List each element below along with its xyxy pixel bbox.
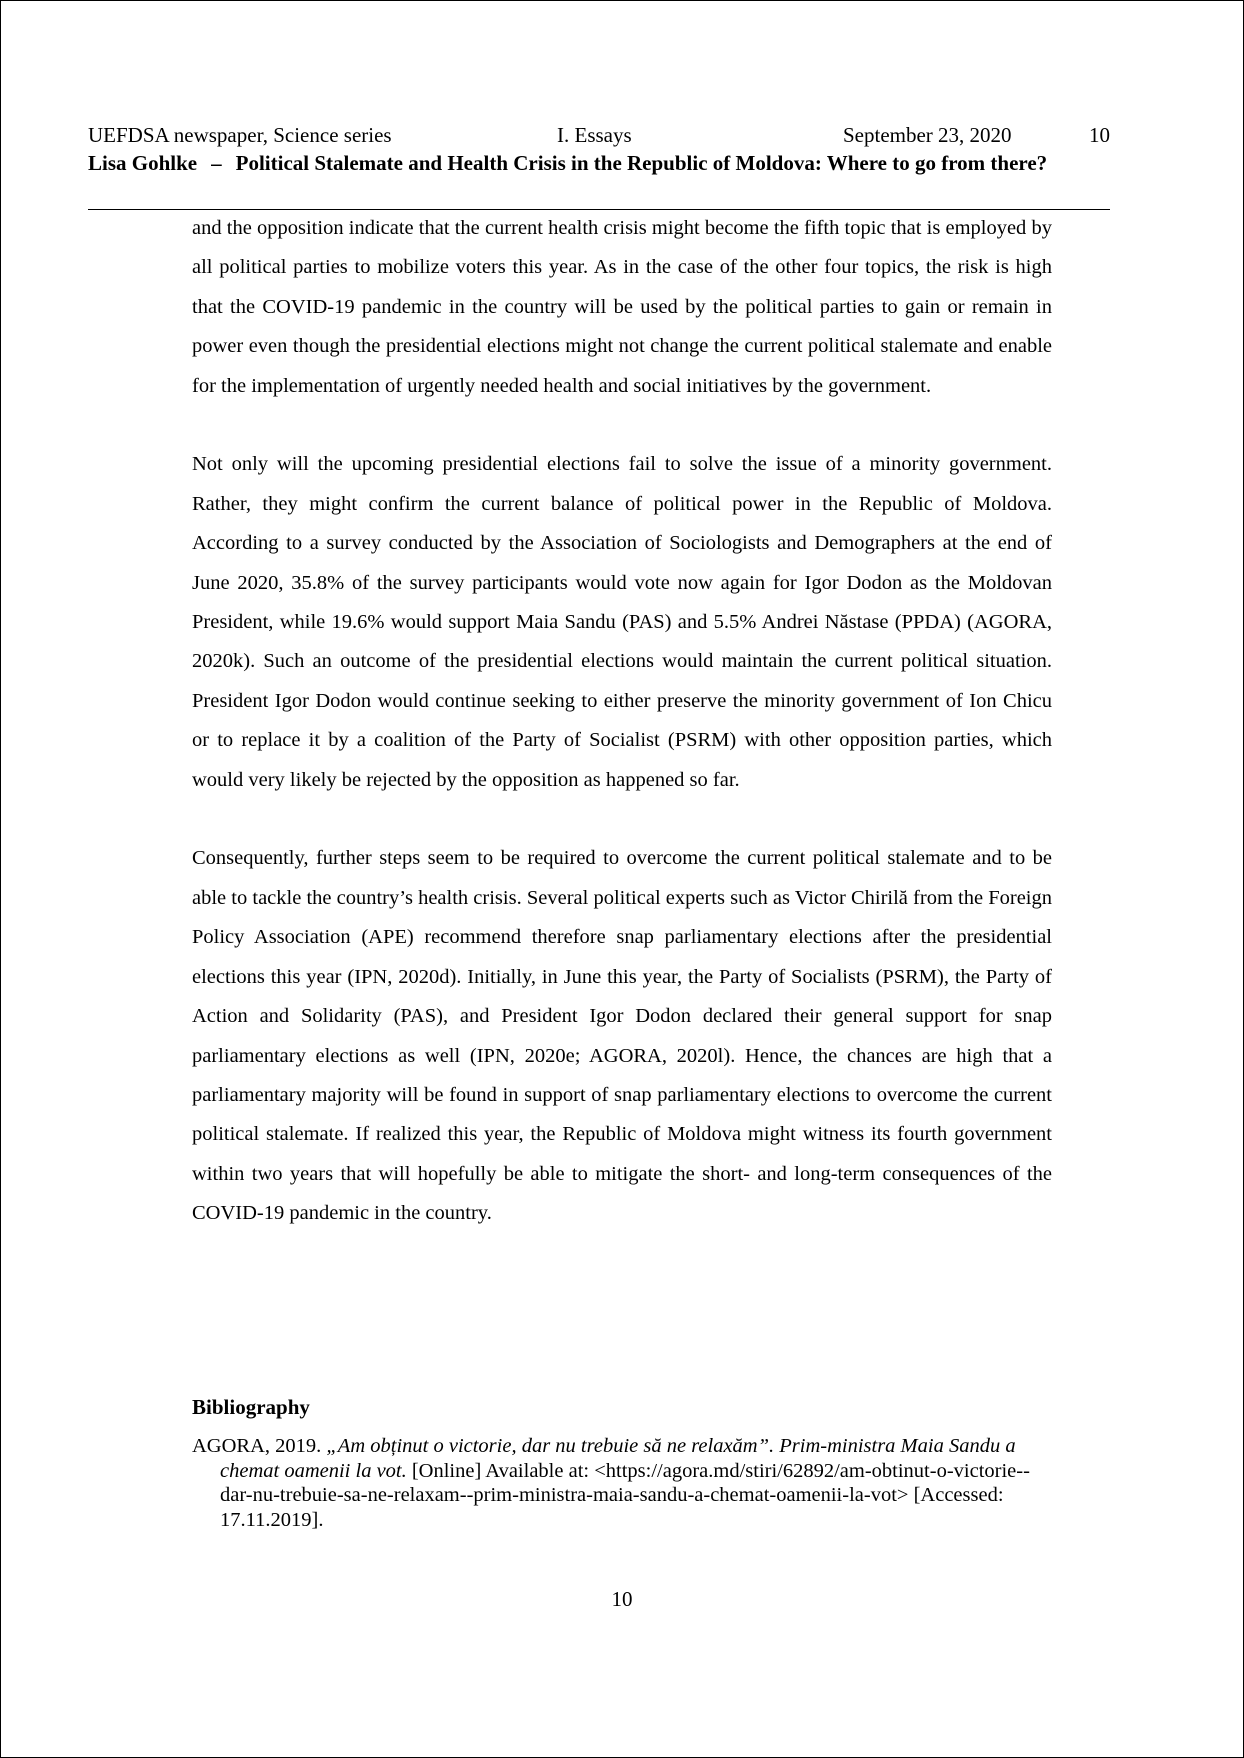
paragraph: Not only will the upcoming presidential elections fail to solve the issue of a minority government. Rather, they might confirm the current balance of political power in the Republic of Moldova. According to a survey conducted by the Association of Sociologists and Demographers at the end of June 2020, 35.8% of the survey participants would vote now again for Igor Dodon as the Moldovan President, while 19.6% would support Maia Sandu (PAS) and 5.5% Andrei Năstase (PPDA) (AGORA, 2020k). Such an outcome of the presidential elections would maintain the current political situation. President Igor Dodon would continue seeking to either preserve the minority government of Ion Chicu or to replace it by a coalition of the Party of Socialist (PSRM) with other opposition parties, which would very likely be rejected by the opposition as happened so far.: [192, 453, 1052, 791]
header-section: I. Essays: [557, 123, 632, 147]
header-publication: UEFDSA newspaper, Science series: [88, 123, 392, 147]
heading-dash: –: [211, 151, 222, 175]
bib-entry-title: „Am obținut o victorie, dar nu trebuie să ne relaxăm”. Prim-ministra Maia Sandu a chemat oamenii la vot.: [220, 1435, 1016, 1482]
bib-entry-details: [Online] Available at: <https://agora.md/stiri/62892/am-obtinut-o-victorie--dar-nu-trebuie-sa-ne-relaxam--prim-ministra-maia-sandu-a-chemat-oamenii-la-vot> [Accessed: 17.11.2019].: [220, 1459, 1030, 1531]
article-author: Lisa Gohlke: [88, 151, 198, 175]
header-date: September 23, 2020: [843, 123, 1012, 147]
bibliography-entry: [192, 1434, 1052, 1532]
article-body: [192, 209, 1052, 1273]
article-title: Political Stalemate and Health Crisis in the Republic of Moldova: Where to go from there?: [235, 151, 1048, 175]
bibliography-heading: Bibliography: [192, 1395, 310, 1419]
paragraph: and the opposition indicate that the current health crisis might become the fifth topic that is employed by all political parties to mobilize voters this year. As in the case of the other four topics, the risk is high that the COVID-19 pandemic in the country will be used by the political parties to gain or remain in power even though the presidential elections might not change the current political stalemate and enable for the implementation of urgently needed health and social initiatives by the government.: [192, 217, 1052, 397]
header-page-number: 10: [1089, 123, 1110, 147]
running-header: [88, 122, 1110, 148]
footer-page-number: 10: [611, 1587, 633, 1611]
bib-entry-lead: AGORA, 2019.: [192, 1435, 327, 1457]
article-heading: [88, 150, 1110, 177]
paragraph: Consequently, further steps seem to be required to overcome the current political stalemate and to be able to tackle the country’s health crisis. Several political experts such as Victor Chirilă from the Foreign Policy Association (APE) recommend therefore snap parliamentary elections after the presidential elections this year (IPN, 2020d). Initially, in June this year, the Party of Socialists (PSRM), the Party of Action and Solidarity (PAS), and President Igor Dodon declared their general support for snap parliamentary elections as well (IPN, 2020e; AGORA, 2020l). Hence, the chances are high that a parliamentary majority will be found in support of snap parliamentary elections to overcome the current political stalemate. If realized this year, the Republic of Moldova might witness its fourth government within two years that will hopefully be able to mitigate the short- and long-term consequences of the COVID-19 pandemic in the country.: [192, 847, 1052, 1225]
